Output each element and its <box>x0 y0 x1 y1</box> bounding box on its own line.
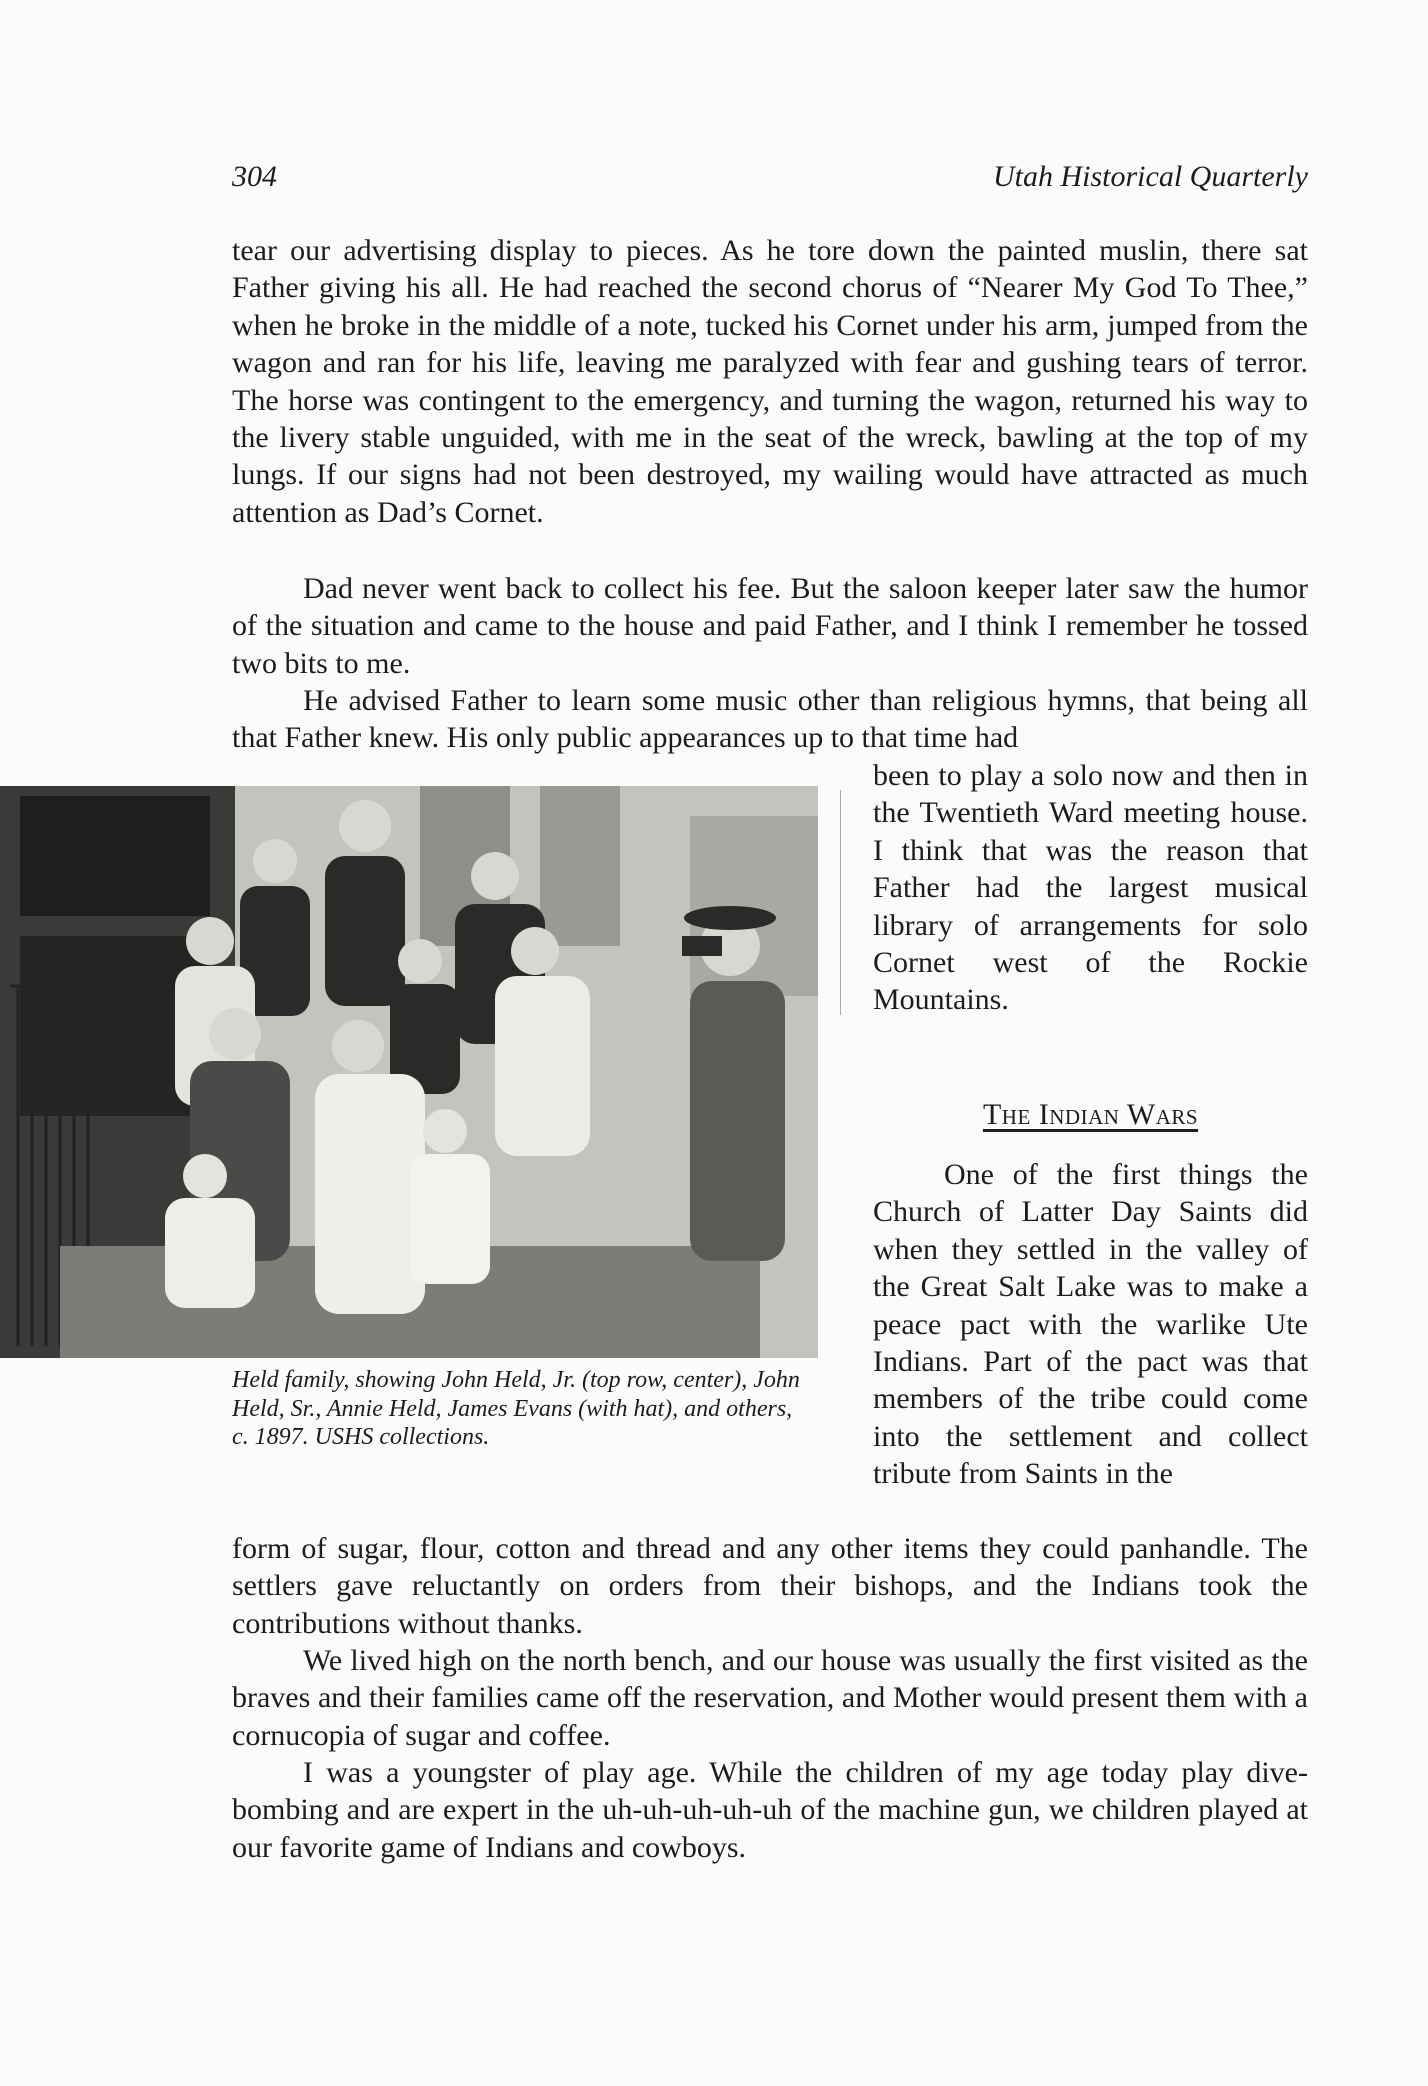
column-rule <box>840 790 841 1015</box>
photo-illustration <box>0 786 818 1358</box>
journal-title: Utah Historical Quarterly <box>993 160 1308 193</box>
page-number: 304 <box>232 160 277 193</box>
paragraph-1: tear our advertising display to pieces. As he tore down the painted muslin, there sat Father giving his all. He had reached the second chorus of “Nearer My God To Thee,” when he broke in the middle of a note, tucked his Cornet under his arm, jumped from the wagon and ran for his life, leaving me paralyzed with fear and gushing tears of terror. The horse was contingent to the emergency, and turning the wagon, returned his way to the livery stable unguided, with me in the seat of the wreck, bawling at the top of my lungs. If our signs had not been destroyed, my wailing would have attracted as much attention as Dad’s Cornet. <box>232 234 1308 529</box>
family-photograph <box>0 786 818 1358</box>
paragraph-5: We lived high on the north bench, and our house was usually the first visited as the braves and their families came off the reservation, and Mother would present them with a cornucopia of sugar and coffee. <box>232 1644 1308 1752</box>
photo-caption: Held family, showing John Held, Jr. (top row, center), John Held, Sr., Annie Held, James Evans (with hat), and others, c. 1897. USHS collections. <box>232 1367 800 1450</box>
paragraph-6: I was a youngster of play age. While the children of my age today play dive-bombing and are expert in the uh-uh-uh-uh-uh of the machine gun, we children played at our favorite game of Indians and cowboys. <box>232 1756 1308 1864</box>
section-heading: The Indian Wars <box>982 1098 1199 1131</box>
paragraph-3-end: been to play a solo now and then in the Twentieth Ward meeting house. I think that was the reason that Father had the largest musical library of arrangements for solo Cornet west of the Rockie Mountains. <box>873 759 1308 1017</box>
paragraph-4-end: form of sugar, flour, cotton and thread and any other items they could panhandle. The settlers gave reluctantly on orders from their bishops, and the Indians took the contributions without thanks. <box>232 1532 1308 1640</box>
paragraph-4-start: One of the first things the Church of Latter Day Saints did when they settled in the valley of the Great Salt Lake was to make a peace pact with the warlike Ute Indians. Part of the pact was that members of the tribe could come into the settlement and collect tribute from Saints in the <box>873 1158 1308 1491</box>
paragraph-2: Dad never went back to collect his fee. But the saloon keeper later saw the humor of the situation and came to the house and paid Father, and I think I remember he tossed two bits to me. <box>232 572 1308 680</box>
paragraph-3-start: He advised Father to learn some music other than religious hymns, that being all that Father knew. His only public appearances up to that time had <box>232 684 1308 755</box>
running-header <box>232 160 1308 204</box>
